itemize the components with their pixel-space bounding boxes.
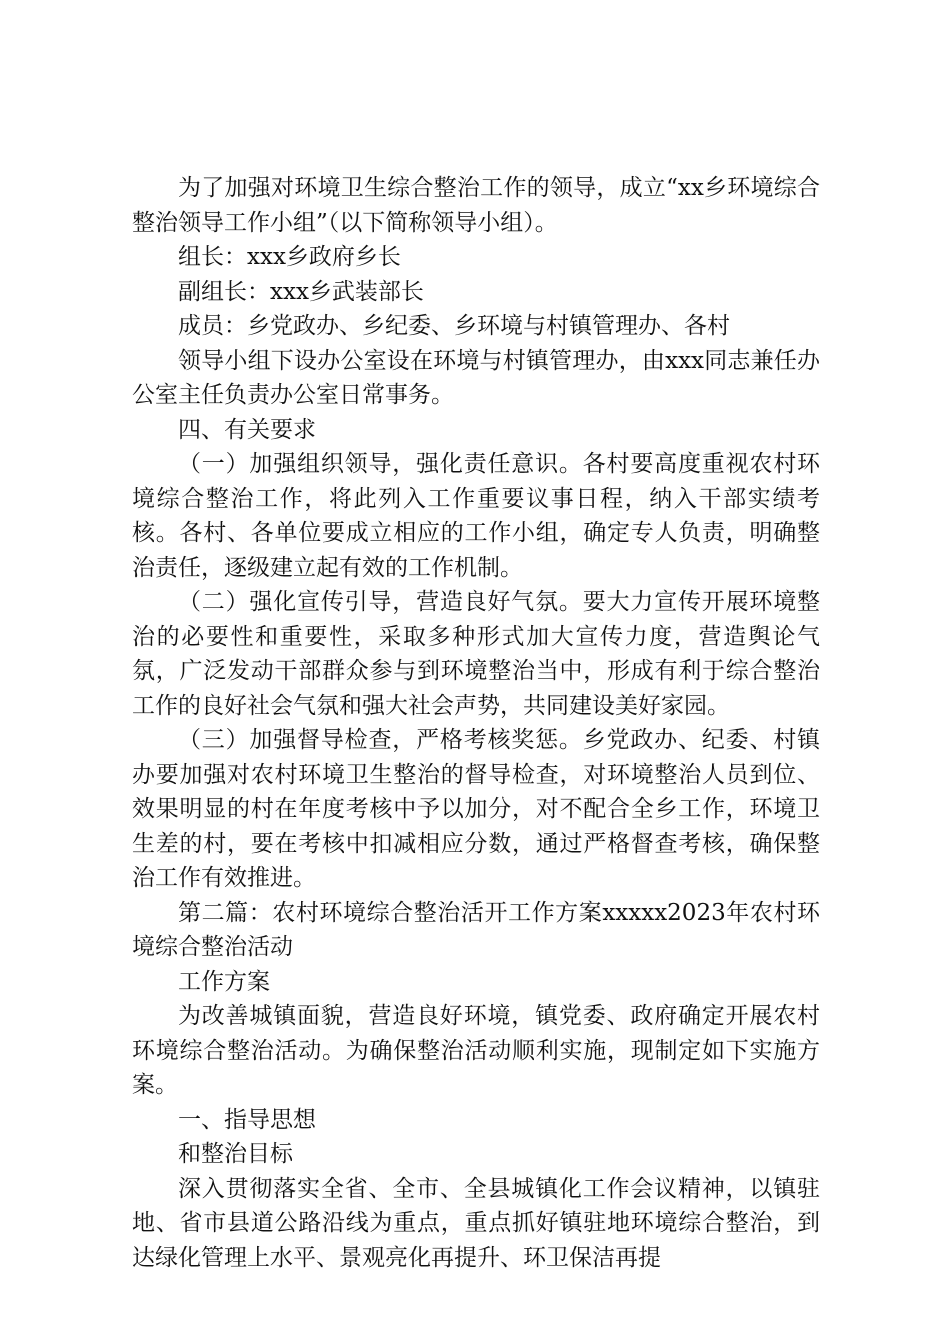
- heading-work-plan: 工作方案: [178, 968, 270, 995]
- paragraph-members: 成员：乡党政办、乡纪委、乡环境与村镇管理办、各村: [178, 313, 730, 339]
- heading-guiding-ideology: 一、指导思想: [178, 1106, 316, 1133]
- paragraph-requirement-1: （一）加强组织领导，强化责任意识。各村要高度重视农村环境综合整治工作，将此列入工作重要议事日程，纳入干部实绩考核。各村、各单位要成立相应的工作小组，确定专人负责，明确整治责任，逐级建立起有效的工作机制。: [132, 451, 820, 581]
- paragraph-leading-group-intro: 为了加强对环境卫生综合整治工作的领导，成立“xx乡环境综合整治领导工作小组”（以下简称领导小组）。: [132, 175, 820, 236]
- paragraph-office: 领导小组下设办公室设在环境与村镇管理办，由xxx同志兼任办公室主任负责办公室日常事务。: [132, 347, 820, 408]
- heading-part-two: 第二篇：农村环境综合整治活开工作方案xxxxx2023年农村环境综合整治活动: [132, 899, 820, 960]
- paragraph-goals-detail: 深入贯彻落实全省、全市、全县城镇化工作会议精神，以镇驻地、省市县道公路沿线为重点，重点抓好镇驻地环境综合整治，到达绿化管理上水平、景观亮化再提升、环卫保洁再提: [132, 1175, 820, 1271]
- paragraph-plan-intro: 为改善城镇面貌，营造良好环境，镇党委、政府确定开展农村环境综合整治活动。为确保整治活动顺利实施，现制定如下实施方案。: [132, 1003, 820, 1098]
- heading-requirements: 四、有关要求: [178, 416, 316, 443]
- paragraph-deputy-leader: 副组长：xxx乡武装部长: [178, 278, 424, 305]
- paragraph-requirement-3: （三）加强督导检查，严格考核奖惩。乡党政办、纪委、村镇办要加强对农村环境卫生整治的督导检查，对环境整治人员到位、效果明显的村在年度考核中予以加分，对不配合全乡工作，环境卫生差的村，要在考核中扣减相应分数，通过严格督查考核，确保整治工作有效推进。: [132, 727, 820, 891]
- paragraph-requirement-2: （二）强化宣传引导，营造良好气氛。要大力宣传开展环境整治的必要性和重要性，采取多种形式加大宣传力度，营造舆论气氛，广泛发动干部群众参与到环境整治当中，形成有利于综合整治工作的良好社会气氛和强大社会声势，共同建设美好家园。: [132, 589, 820, 719]
- paragraph-group-leader: 组长：xxx乡政府乡长: [178, 244, 401, 270]
- document-body: [132, 171, 820, 1275]
- heading-rectification-goals: 和整治目标: [178, 1141, 293, 1167]
